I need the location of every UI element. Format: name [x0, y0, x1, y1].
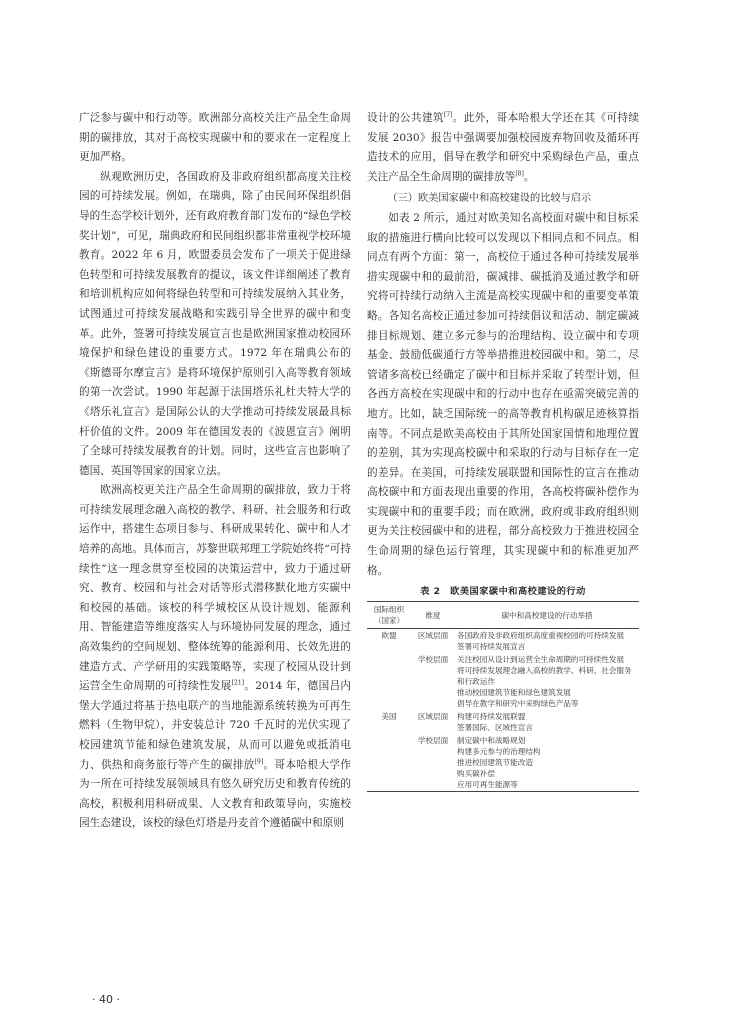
action-item: 签署可持续发展宣言 [457, 642, 526, 652]
cell-actions [455, 734, 639, 792]
table-caption: 表 2 欧美国家碳中和高校建设的行动 [420, 586, 586, 598]
citation-ref: [9] [254, 758, 264, 766]
paragraph-comparison: 如表 2 所示，通过对欧美知名高校面对碳中和目标采取的措施进行横向比较可以发现以下相同点和不同点。相同点有两个方面：第一，高校位于通过各种可持续发展举措实现碳中和的最前沿，碳减排、碳抵消及通过教学和研究将可持续行动纳入主流是高校实现碳中和的重要变革策略。各知名高校正通过参加可持续倡议和活动、制定碳减排目标规划、建立多元参与的治理结构、设立碳中和专项基金、鼓励低碳通行方等举措推进校园碳中和。第二，尽管诸多高校已经确定了碳中和目标并采取了转型计划，但各西方高校在实现碳中和的行动中也存在亟需突破完善的地方。比如，缺乏国际统一的高等教育机构碳足迹核算指南等。不同点是欧美高校由于其所处国家国情和地理位置的差别，其为实现高校碳中和采取的行动与目标存在一定的差异。在美国，可持续发展联盟和国际性的宣言在推动高校碳中和方面表现出重要的作用，各高校将碳补偿作为实现碳中和的重要手段；而在欧洲，政府或非政府组织则更为关注校园碳中和的进程，部分高校致力于推进校园全生命周期的绿色运行管理，其实现碳中和的标准更加严格。 [367, 211, 639, 577]
action-item: 各国政府及非政府组织高度重视校园的可持续发展 [457, 631, 625, 641]
paragraph-copenhagen [367, 109, 639, 187]
page-number: · 40 · [92, 993, 120, 1006]
header-org: 国际组织（国家） [373, 605, 405, 626]
table-row [367, 653, 639, 710]
action-item: 购买碳补偿 [457, 769, 495, 779]
action-item: 推动校园建筑节能和绿色建筑发展 [457, 688, 571, 698]
action-item: 签署国际、区域性宣言 [457, 723, 533, 733]
paragraph-text: 。此外，哥本哈根大学还在其《可持续发展 2030》报告中强调要加强校园废弃物回收及循环再造技术的应用，倡导在教学和研究中采购绿色产品，重点关注产品全生命周期的碳排放等 [367, 112, 640, 183]
paragraph-europe-universities [79, 481, 351, 834]
action-item: 将可持续发展理念融入高校的教学、科研、社会服务和行政运作 [457, 666, 632, 687]
cell-org: 美国 [381, 712, 397, 722]
table-row [367, 629, 639, 654]
cell-org [367, 653, 411, 710]
paragraph-text: 。哥本哈根大学作为一所在可持续发展领域具有悠久研究历史和教育传统的高校，积极利用科研成果、人文教育和政策导向，实施校园生态建设，该校的绿色灯塔是丹麦首个遵循碳中和原则 [79, 758, 352, 830]
paragraph-text: 。 [523, 170, 535, 183]
cell-org [367, 734, 411, 792]
paragraph-continued: 广泛参与碳中和行动等。欧洲部分高校关注产品全生命周期的碳排放，其对于高校实现碳中和的要求在一定程度上更加严格。 [79, 112, 351, 164]
paragraph-text: 欧洲高校更关注产品全生命周期的碳排放，致力于将可持续发展理念融入高校的教学、科研、社会服务和行政运作中，搭建生态项目参与、科研成果转化、碳中和人才培养的高地。具体而言，苏黎世联邦理工学院始终将“可持续性”这一理念贯穿至校园的决策运营中，致力于通过研究、教育、校园和与社会对话等形式潜移默化地方实碳中和校园的基础。该校的科学城校区从设计规划、能源利用、智能建造等维度落实人与环境协同发展的理念，通过高效集约的空间规划、整体统筹的能源利用、长效先进的建造方式、产学研用的实践策略等，实现了校园从设计到运营全生命周期的可持续性发展 [79, 484, 351, 693]
table-body [367, 629, 639, 792]
paragraph-text: 。2014 年，德国吕内堡大学通过将基于热电联产的当地能源系统转换为可再生燃料（生物甲烷），并安装总计 720 千瓦时的光伏实现了校园建筑节能和绿色建筑发展，从而可以避免或抵消电力、供热和商务旅行等产生的碳排放 [79, 680, 351, 771]
action-item: 构建可持续发展联盟 [457, 712, 526, 722]
action-item: 构建多元参与的治理结构 [457, 747, 541, 757]
citation-ref: [8] [515, 170, 524, 178]
citation-ref: [21] [231, 679, 245, 687]
table-header-row [367, 602, 639, 629]
table-row [367, 710, 639, 734]
cell-actions [455, 653, 639, 710]
header-dimension: 维度 [425, 610, 441, 620]
cell-dimension: 区域层面 [417, 712, 449, 722]
action-item: 推进校园建筑节能改造 [457, 758, 533, 768]
left-column [79, 109, 351, 834]
cell-actions [455, 629, 639, 654]
header-actions: 碳中和高校建设的行动举措 [501, 610, 593, 620]
comparison-table [367, 601, 639, 792]
cell-org: 欧盟 [381, 631, 397, 641]
cell-dimension: 区域层面 [417, 631, 449, 641]
action-item: 关注校园从设计到运营全生命周期的可持续性发展 [457, 655, 625, 665]
citation-ref: [7] [443, 111, 453, 119]
paragraph-text: 设计的公共建筑 [367, 112, 444, 124]
table-row [367, 734, 639, 792]
action-item: 倡导在教学和研究中采购绿色产品等 [457, 699, 579, 709]
cell-dimension: 学校层面 [417, 736, 449, 746]
cell-actions [455, 710, 639, 734]
right-column [367, 109, 639, 792]
section-heading: （三）欧美国家碳中和高校建设的比较与启示 [387, 193, 592, 205]
action-item: 应用可再生能源等 [457, 780, 518, 790]
paragraph-europe-history: 纵观欧洲历史，各国政府及非政府组织都高度关注校园的可持续发展。例如，在瑞典，除了由民间环保组织倡导的生态学校计划外，还有政府教育部门发布的“绿色学校奖计划”，可见，瑞典政府和民间组织都非常重视学校环境教育。2022 年 6 月，欧盟委员会发布了一项关于促进绿色转型和可持续发展教育的提议，该文件详细阐述了教育和培训机构应如何将绿色转型和可持续发展纳入其业务，试图通过可持续发展战略和实践引导全世界的碳中和变革。此外，签署可持续发展宣言也是欧洲国家推动校园环境保护和绿色建设的重要方式。1972 年在瑞典公布的《斯德哥尔摩宣言》是将环境保护原则引入高等教育领域的第一次尝试。1990 年起源于法国塔乐礼杜夫特大学的《塔乐礼宣言》是国际公认的大学推动可持续发展最具标杆价值的文件。2009 年在德国发表的《波恩宣言》阐明了全球可持续发展教育的计划。同时，这些宣言也影响了德国、英国等国家的国家立法。 [79, 170, 351, 477]
action-item: 制定碳中和战略规划 [457, 736, 526, 746]
cell-dimension: 学校层面 [417, 655, 449, 665]
